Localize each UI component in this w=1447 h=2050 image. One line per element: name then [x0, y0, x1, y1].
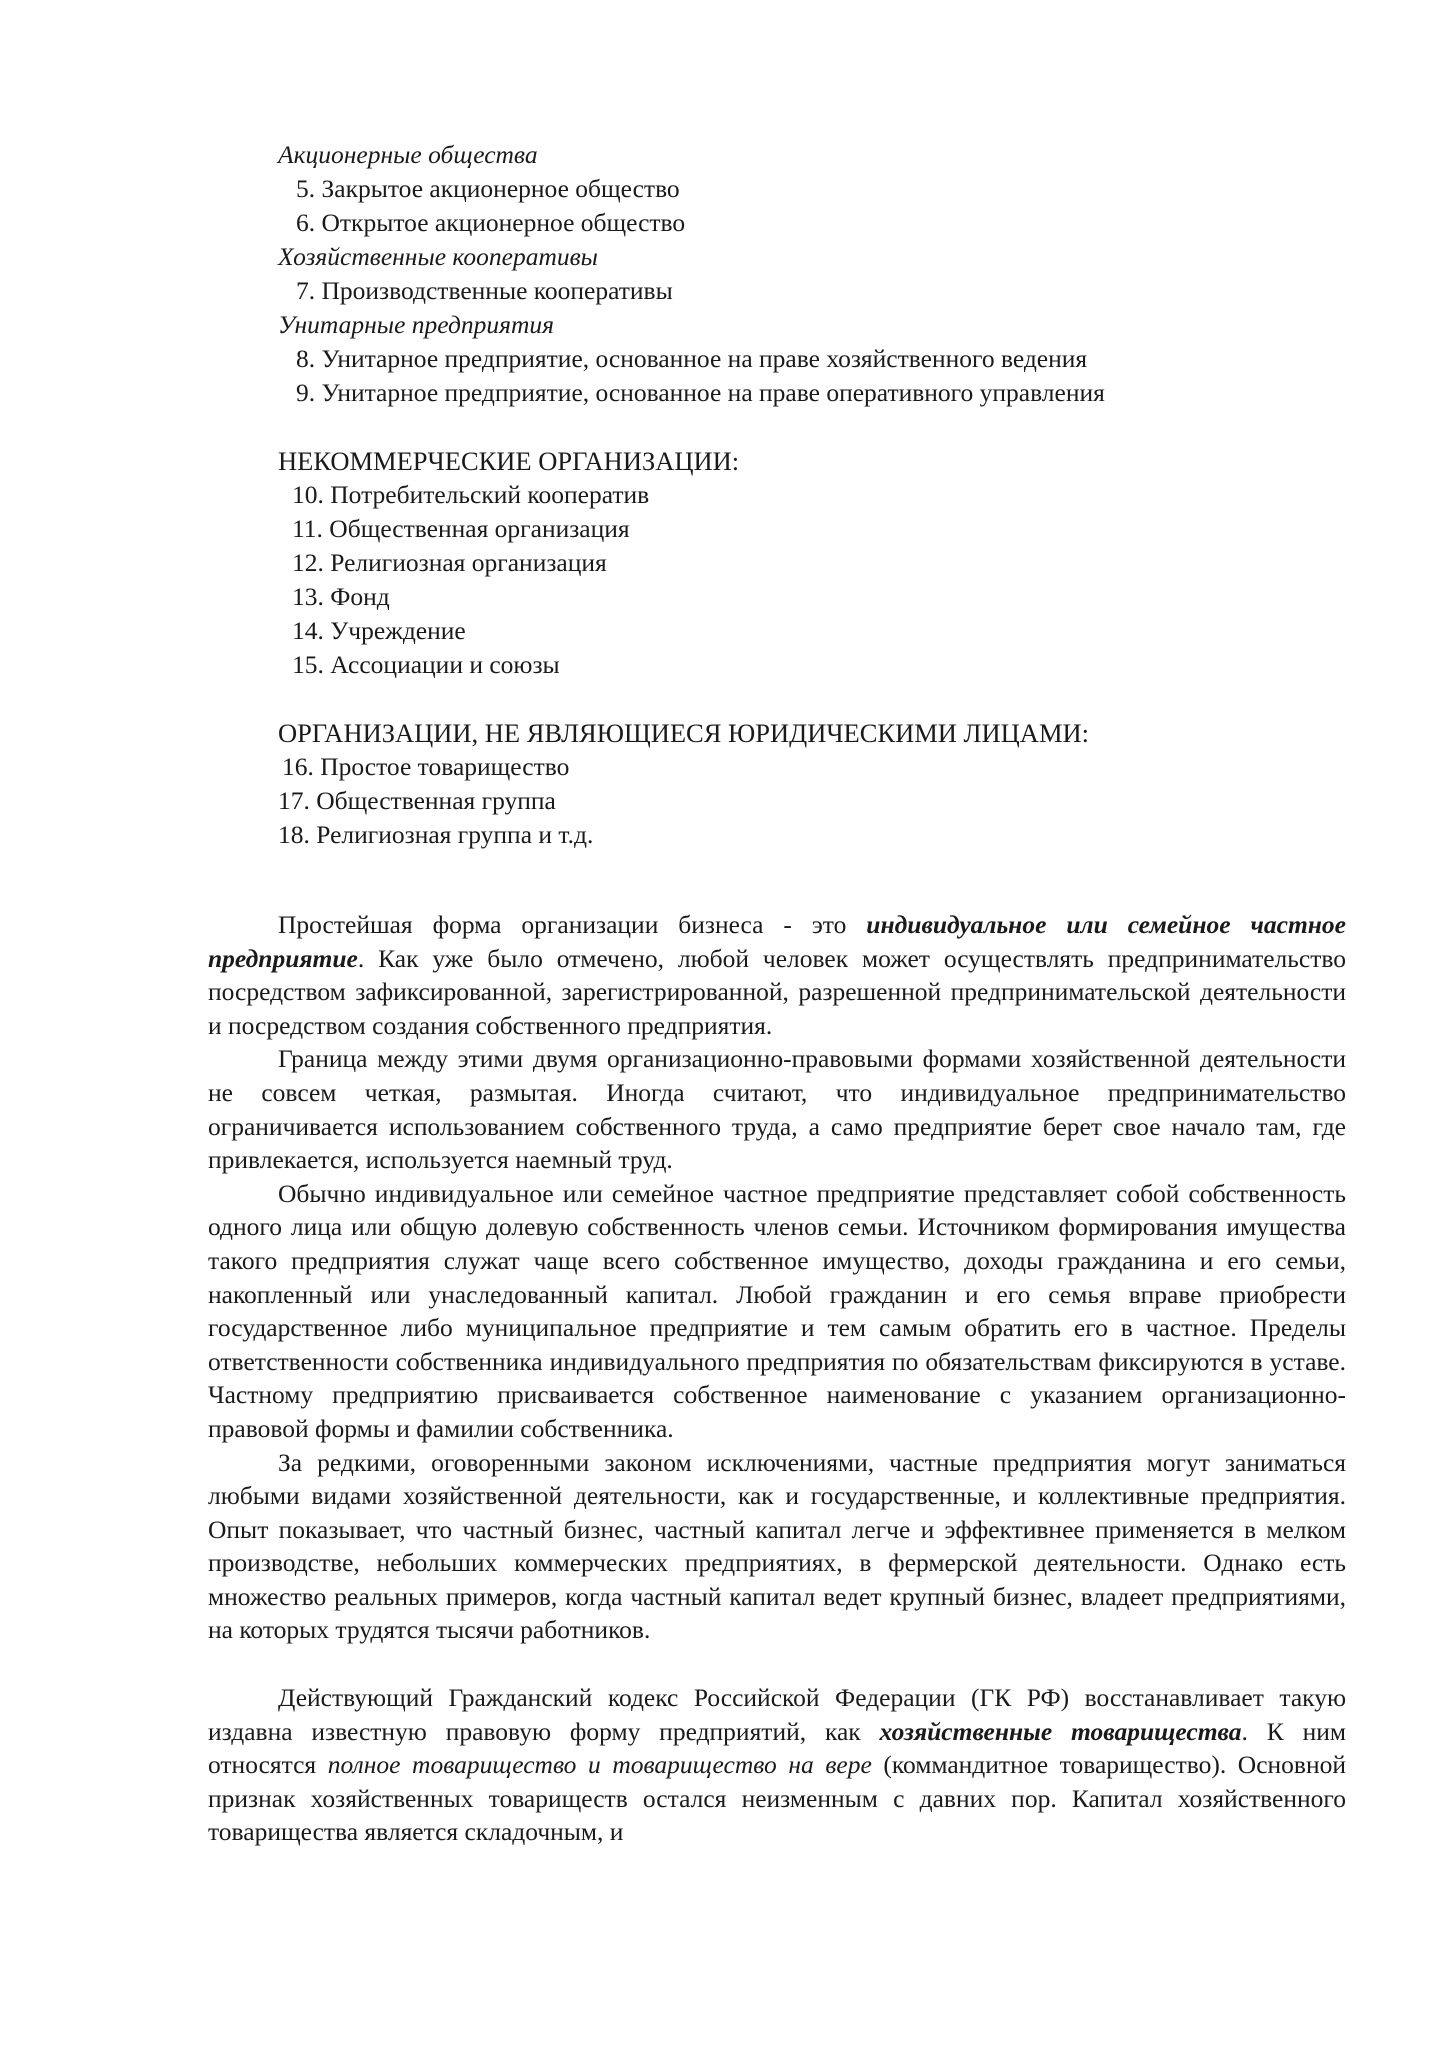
list-item-13: 13. Фонд — [292, 582, 390, 611]
heading-noncommercial: НЕКОММЕРЧЕСКИЕ ОРГАНИЗАЦИИ: — [278, 446, 740, 476]
paragraph-text: . Как уже было отмечено, любой человек может осуществлять предпринимательство посредством зафиксированной, зарегистрированной, разрешенной предпринимательской деятельности и посредством создания собственного предприятия. — [208, 943, 1346, 1040]
spacer — [278, 410, 1338, 444]
paragraph-text: Простейшая форма организации бизнеса - это — [278, 910, 867, 939]
org-forms-list — [278, 138, 1338, 852]
body-text — [208, 908, 1346, 1849]
group-title-joint-stock: Акционерные общества — [278, 140, 538, 169]
paragraph-civil-code — [208, 1681, 1346, 1849]
list-item-5: 5. Закрытое акционерное общество — [296, 174, 680, 203]
list-item-17: 17. Общественная группа — [278, 786, 556, 815]
list-item-8: 8. Унитарное предприятие, основанное на праве хозяйственного ведения — [296, 344, 1088, 373]
list-item-6: 6. Открытое акционерное общество — [296, 208, 686, 237]
paragraph-text: (коммандитное товарищество). Основной признак хозяйственных товариществ остался неизменным с давних пор. Капитал хозяйственного товарищества является складочным, и — [208, 1750, 1346, 1847]
list-item-12: 12. Религиозная организация — [292, 548, 607, 577]
heading-nonlegal: ОРГАНИЗАЦИИ, НЕ ЯВЛЯЮЩИЕСЯ ЮРИДИЧЕСКИМИ ЛИЦАМИ: — [278, 718, 1090, 748]
emphasis-term: индивидуальное или семейное частное предприятие — [208, 910, 1346, 973]
list-item-15: 15. Ассоциации и союзы — [292, 650, 560, 679]
paragraph-activities: За редкими, оговоренными законом исключениями, частные предприятия могут заниматься любыми видами хозяйственной деятельности, как и государственные, и коллективные предприятия. Опыт показывает, что частный бизнес, частный капитал легче и эффективнее применяется в мелком производстве, небольших коммерческих предприятиях, в фермерской деятельности. Однако есть множество реальных примеров, когда частный капитал ведет крупный бизнес, владеет предприятиями, на которых трудятся тысячи работников. — [208, 1447, 1346, 1645]
list-item-10: 10. Потребительский кооператив — [292, 480, 650, 509]
italic-term: полное товарищество и товарищество на вере — [327, 1750, 872, 1780]
list-item-7: 7. Производственные кооперативы — [296, 276, 673, 305]
paragraph-boundary: Граница между этими двумя организационно-правовыми формами хозяйственной деятельности не совсем четкая, размытая. Иногда считают, что индивидуальное предпринимательство ограничивается использованием собственного труда, а само предприятие берет свое начало там, где привлекается, используется наемный труд. — [208, 1044, 1346, 1175]
spacer — [278, 682, 1338, 716]
group-title-coops: Хозяйственные кооперативы — [278, 242, 598, 271]
list-item-16: 16. Простое товарищество — [282, 752, 570, 781]
paragraph-individual-enterprise — [208, 908, 1346, 1042]
list-item-9: 9. Унитарное предприятие, основанное на праве оперативного управления — [296, 378, 1105, 407]
paragraph-ownership: Обычно индивидуальное или семейное частное предприятие представляет собой собственность одного лица или общую долевую собственность членов семьи. Источником формирования имущества такого предприятия служат чаще всего собственное имущество, доходы гражданина и его семьи, накопленный или унаследованный капитал. Любой гражданин и его семья вправе приобрести государственное либо муниципальное предприятие и тем самым обратить его в частное. Пределы ответственности собственника индивидуального предприятия по обязательствам фиксируются в уставе. Частному предприятию присваивается собственное наименование с указанием организационно-правовой формы и фамилии собственника. — [208, 1178, 1346, 1443]
paragraph-text: Действующий Гражданский кодекс Российской Федерации (ГК РФ) восстанавливает такую издавна известную правовую форму предприятий, как — [208, 1683, 1346, 1746]
list-item-18: 18. Религиозная группа и т.д. — [278, 820, 594, 849]
paragraph-text: . К ним относятся — [208, 1716, 1346, 1780]
group-title-unitary: Унитарные предприятия — [278, 310, 554, 339]
spacer — [208, 1647, 1346, 1681]
list-item-14: 14. Учреждение — [292, 616, 466, 645]
emphasis-term: хозяйственные товарищества — [879, 1716, 1242, 1746]
list-item-11: 11. Общественная организация — [292, 514, 630, 543]
